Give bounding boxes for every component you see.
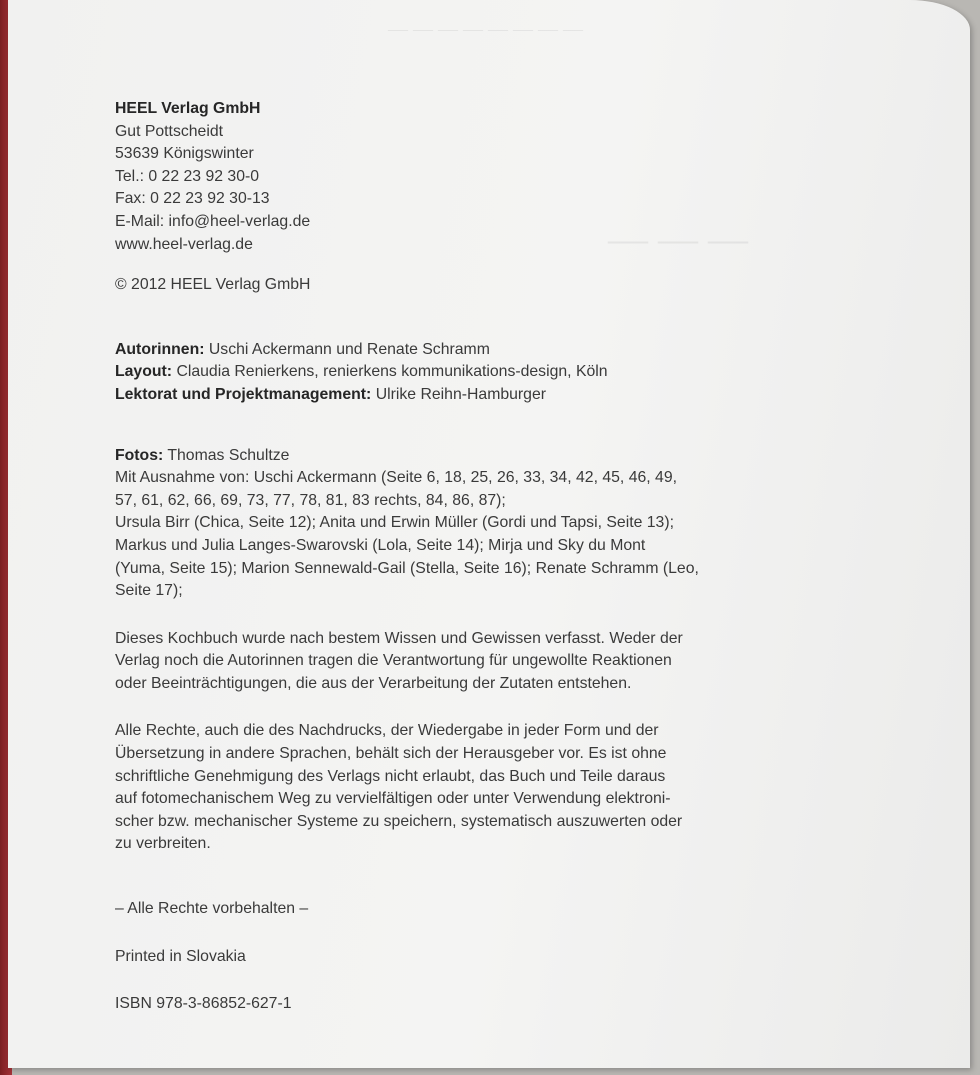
credit-value: Ulrike Reihn-Hamburger — [375, 385, 547, 403]
disclaimer-paragraph — [115, 628, 775, 696]
credit-label: Layout: — [115, 363, 173, 381]
photo-credit-label: Fotos: — [115, 446, 164, 464]
publisher-fax: Fax: 0 22 23 92 30-13 — [115, 190, 270, 208]
credit-layout — [115, 361, 775, 384]
isbn: ISBN 978-3-86852-627-1 — [115, 995, 292, 1013]
rights-line: Alle Rechte, auch die des Nachdrucks, der Wiedergabe in jeder Form und der — [115, 722, 659, 740]
photo-credit-line: Markus und Julia Langes-Swarovski (Lola, Seite 14); Mirja und Sky du Mont — [115, 536, 646, 554]
publisher-block — [115, 98, 775, 256]
disclaimer-line: Verlag noch die Autorinnen tragen die Verantwortung für ungewollte Reaktionen — [115, 652, 672, 670]
photo-credits-block — [115, 445, 775, 603]
credit-authors — [115, 339, 775, 362]
photo-credit-line: (Yuma, Seite 15); Marion Sennewald-Gail (Stella, Seite 16); Renate Schramm (Leo, — [115, 559, 699, 577]
credit-label: Autorinnen: — [115, 340, 205, 358]
photo-credit-line: 57, 61, 62, 66, 69, 73, 77, 78, 81, 83 rechts, 84, 86, 87); — [115, 491, 506, 509]
publisher-phone: Tel.: 0 22 23 92 30-0 — [115, 167, 260, 185]
imprint-page — [8, 0, 970, 1068]
all-rights-reserved: – Alle Rechte vorbehalten – — [115, 900, 309, 918]
photo-credit-main — [115, 445, 775, 468]
credit-label: Lektorat und Projektmanagement: — [115, 385, 372, 403]
rights-paragraph — [115, 720, 775, 856]
rights-line: schriftliche Genehmigung des Verlags nicht erlaubt, das Buch und Teile daraus — [115, 767, 666, 785]
show-through-text-top: — — — — — — — — — [388, 18, 583, 40]
rights-line: zu verbreiten. — [115, 835, 211, 853]
disclaimer-line: Dieses Kochbuch wurde nach bestem Wissen und Gewissen verfasst. Weder der — [115, 629, 683, 647]
disclaimer-line: oder Beeinträchtigungen, die aus der Verarbeitung der Zutaten entstehen. — [115, 674, 632, 692]
credit-editing — [115, 384, 775, 407]
rights-line: Übersetzung in andere Sprachen, behält sich der Herausgeber vor. Es ist ohne — [115, 745, 667, 763]
photo-credit-line: Mit Ausnahme von: Uschi Ackermann (Seite 6, 18, 25, 26, 33, 34, 42, 45, 46, 49, — [115, 469, 678, 487]
publisher-address-city: 53639 Königswinter — [115, 145, 254, 163]
rights-line: auf fotomechanischem Weg zu vervielfältigen oder unter Verwendung elektroni- — [115, 790, 671, 808]
imprint-content — [115, 98, 775, 1016]
copyright-notice: © 2012 HEEL Verlag GmbH — [115, 276, 311, 294]
printed-in: Printed in Slovakia — [115, 947, 246, 965]
credit-value: Uschi Ackermann und Renate Schramm — [208, 340, 490, 358]
credit-value: Claudia Renierkens, renierkens kommunikations-design, Köln — [176, 363, 608, 381]
photo-credit-value: Thomas Schultze — [167, 446, 290, 464]
photo-credit-line: Seite 17); — [115, 582, 183, 600]
show-through-title: — — — — [608, 216, 748, 261]
publisher-email: E-Mail: info@heel-verlag.de — [115, 212, 311, 230]
rights-line: scher bzw. mechanischer Systeme zu speichern, systematisch auszuwerten oder — [115, 812, 683, 830]
publisher-website: www.heel-verlag.de — [115, 235, 253, 253]
publisher-address-street: Gut Pottscheidt — [115, 122, 224, 140]
publisher-name: HEEL Verlag GmbH — [115, 100, 261, 117]
credits-block — [115, 339, 775, 407]
photo-credit-line: Ursula Birr (Chica, Seite 12); Anita und Erwin Müller (Gordi und Tapsi, Seite 13); — [115, 514, 674, 532]
